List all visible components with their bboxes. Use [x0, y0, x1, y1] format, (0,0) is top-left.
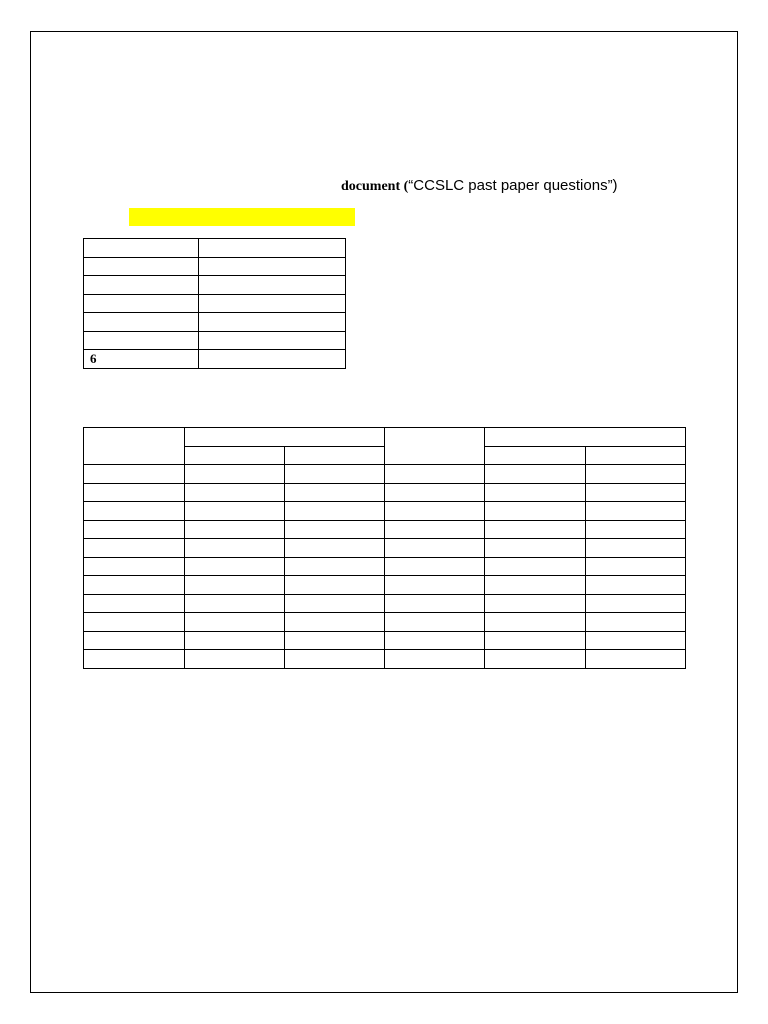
table-row — [84, 594, 686, 613]
table-header-row — [84, 428, 686, 447]
table-cell — [185, 613, 285, 632]
table-row — [84, 539, 686, 558]
table-cell — [485, 557, 586, 576]
table-cell — [199, 313, 346, 332]
heading-paren: ( — [400, 179, 409, 194]
table-row — [84, 557, 686, 576]
table-row — [84, 331, 346, 350]
table-row — [84, 257, 346, 276]
table-cell — [586, 465, 686, 484]
table-cell — [84, 483, 185, 502]
table-cell — [285, 502, 385, 521]
header-cell — [385, 428, 485, 465]
table-cell — [285, 520, 385, 539]
table-row — [84, 350, 346, 369]
table-cell — [586, 502, 686, 521]
subheader-cell — [586, 446, 686, 465]
table-cell — [285, 539, 385, 558]
table-cell — [84, 650, 185, 669]
subheader-cell — [185, 446, 285, 465]
table-cell — [485, 465, 586, 484]
subheader-cell — [285, 446, 385, 465]
table-cell — [586, 613, 686, 632]
header-cell — [185, 428, 385, 447]
table-cell — [385, 557, 485, 576]
table-row — [84, 631, 686, 650]
table-cell — [199, 294, 346, 313]
table-cell — [485, 576, 586, 595]
table-cell — [84, 331, 199, 350]
highlighted-blank-line — [129, 208, 355, 226]
large-table-body — [84, 465, 686, 669]
header-cell — [84, 428, 185, 465]
table-cell — [199, 257, 346, 276]
table-cell — [285, 631, 385, 650]
table-cell — [84, 239, 199, 258]
table-cell — [485, 520, 586, 539]
table-cell — [385, 539, 485, 558]
table-cell — [485, 650, 586, 669]
table-row — [84, 520, 686, 539]
large-table — [83, 427, 686, 669]
table-cell — [285, 613, 385, 632]
table-cell — [485, 631, 586, 650]
table-cell — [84, 313, 199, 332]
table-cell — [185, 539, 285, 558]
table-cell — [385, 502, 485, 521]
table-cell — [285, 576, 385, 595]
table-cell — [385, 576, 485, 595]
table-cell — [84, 502, 185, 521]
table-row — [84, 483, 686, 502]
table-cell — [84, 557, 185, 576]
table-cell — [185, 483, 285, 502]
table-row — [84, 502, 686, 521]
table-cell — [185, 631, 285, 650]
table-cell — [84, 631, 185, 650]
table-cell — [84, 257, 199, 276]
table-cell — [485, 613, 586, 632]
table-cell — [285, 594, 385, 613]
table-row — [84, 576, 686, 595]
table-cell — [185, 650, 285, 669]
table-cell — [385, 613, 485, 632]
table-cell — [84, 294, 199, 313]
table-cell — [84, 465, 185, 484]
table-cell — [385, 594, 485, 613]
table-row — [84, 613, 686, 632]
table-cell — [385, 520, 485, 539]
table-cell — [199, 239, 346, 258]
table-cell — [385, 631, 485, 650]
table-cell — [485, 539, 586, 558]
small-table — [83, 238, 346, 369]
subheader-cell — [485, 446, 586, 465]
table-cell — [586, 483, 686, 502]
table-cell — [385, 465, 485, 484]
table-cell — [385, 650, 485, 669]
table-cell: 6 — [84, 350, 199, 369]
table-cell — [199, 276, 346, 295]
table-cell — [586, 576, 686, 595]
table-row — [84, 239, 346, 258]
table-cell — [385, 483, 485, 502]
table-cell — [586, 557, 686, 576]
document-heading — [341, 176, 618, 197]
table-cell — [586, 594, 686, 613]
table-cell — [84, 613, 185, 632]
table-cell — [285, 557, 385, 576]
table-cell — [185, 576, 285, 595]
table-row — [84, 465, 686, 484]
table-cell — [185, 557, 285, 576]
table-cell — [586, 520, 686, 539]
table-cell — [84, 539, 185, 558]
table-cell — [185, 465, 285, 484]
table-cell — [185, 594, 285, 613]
table-row — [84, 650, 686, 669]
table-cell — [185, 502, 285, 521]
table-cell — [185, 520, 285, 539]
table-cell — [84, 276, 199, 295]
table-cell — [84, 576, 185, 595]
table-cell — [586, 650, 686, 669]
table-row — [84, 313, 346, 332]
table-cell — [485, 502, 586, 521]
table-cell — [199, 331, 346, 350]
table-cell — [485, 594, 586, 613]
table-cell — [84, 520, 185, 539]
table-cell — [199, 350, 346, 369]
table-cell — [485, 483, 586, 502]
table-cell — [586, 631, 686, 650]
table-cell — [285, 483, 385, 502]
heading-quote-text: “CCSLC past paper questions”) — [408, 177, 618, 194]
table-row — [84, 294, 346, 313]
table-cell — [285, 650, 385, 669]
table-cell — [84, 594, 185, 613]
table-row — [84, 276, 346, 295]
header-cell — [485, 428, 686, 447]
table-cell — [586, 539, 686, 558]
heading-bold-text: document — [341, 179, 401, 194]
table-cell — [285, 465, 385, 484]
